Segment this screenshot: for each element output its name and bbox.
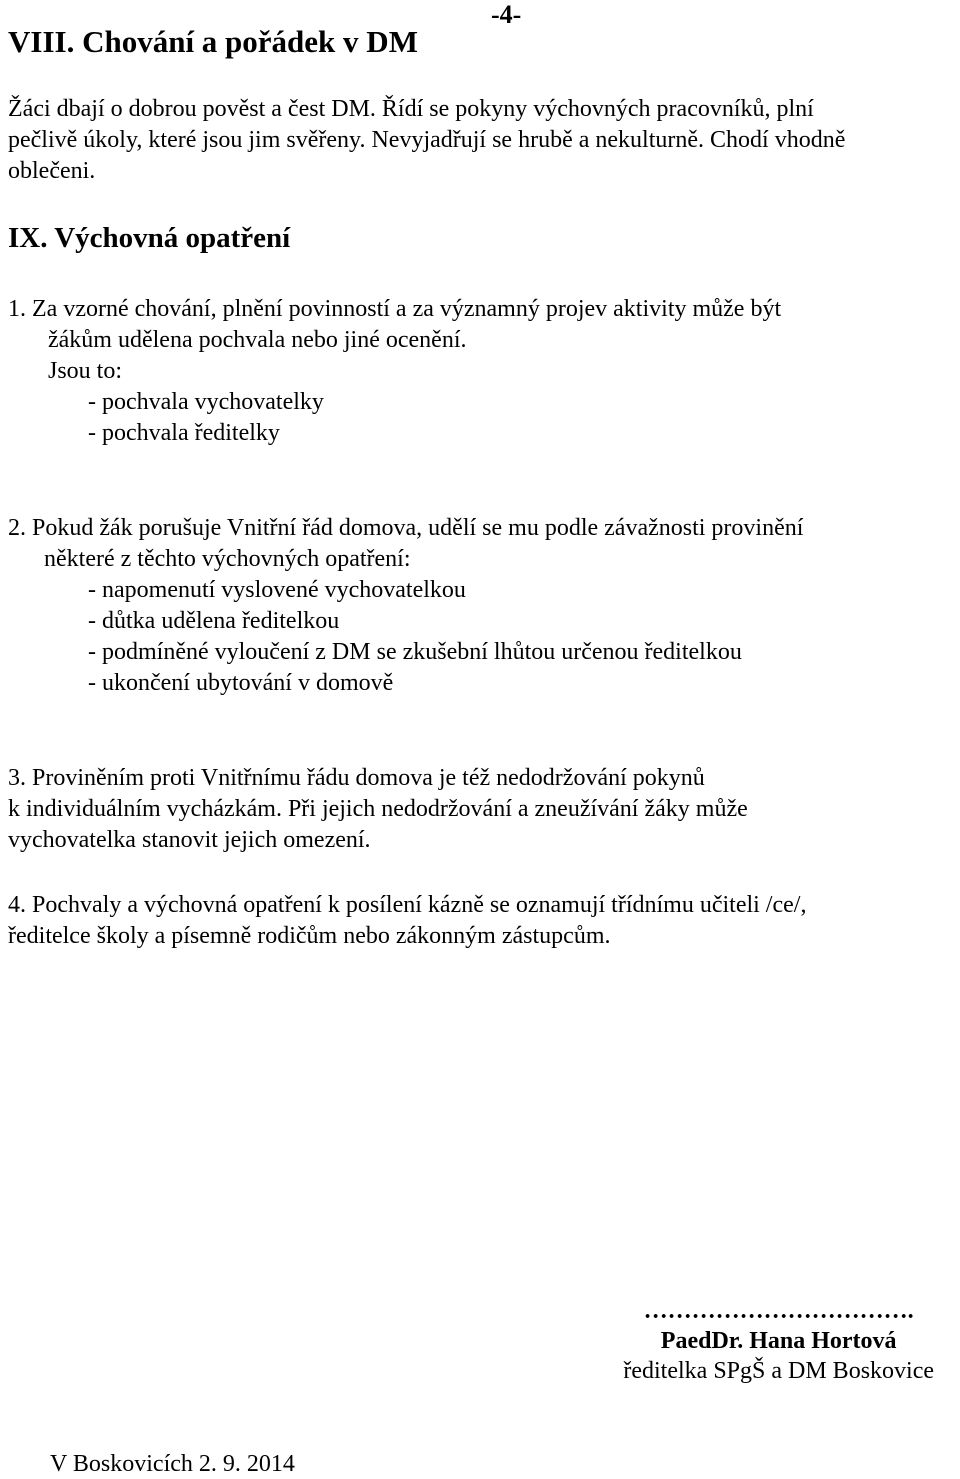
- item-2: [8, 513, 803, 699]
- text-line: Jsou to:: [48, 358, 123, 384]
- signature-block: [623, 1296, 934, 1386]
- text-line: Žáci dbají o dobrou pověst a čest DM. Řídí se pokyny výchovných pracovníků, plní: [8, 96, 814, 122]
- text-line: k individuálním vycházkám. Při jejich nedodržování a zneužívání žáky může: [8, 796, 748, 822]
- signatory-name: PaedDr. Hana Hortová: [660, 1328, 897, 1354]
- list-item: - pochvala ředitelky: [88, 420, 280, 446]
- text-line: ředitelce školy a písemně rodičům nebo zákonným zástupcům.: [8, 923, 611, 949]
- text-line: 3. Proviněním proti Vnitřnímu řádu domova je též nedodržování pokynů: [8, 765, 705, 791]
- text-line: 1. Za vzorné chování, plnění povinností a za významný projev aktivity může být: [8, 296, 782, 322]
- list-item: - pochvala vychovatelky: [88, 389, 324, 415]
- list-item: - napomenutí vyslovené vychovatelkou: [88, 577, 466, 603]
- signature-dots: …………………………….: [643, 1298, 914, 1324]
- page-number: -4-: [491, 0, 522, 29]
- list-item: - podmíněné vyloučení z DM se zkušební lhůtou určenou ředitelkou: [88, 639, 742, 665]
- signatory-title: ředitelka SPgŠ a DM Boskovice: [623, 1358, 934, 1384]
- item-3: [8, 763, 748, 856]
- list-item: - ukončení ubytování v domově: [88, 670, 394, 696]
- text-line: oblečeni.: [8, 158, 96, 184]
- text-line: 4. Pochvaly a výchovná opatření k posílení kázně se oznamují třídnímu učiteli /ce/,: [8, 892, 807, 918]
- item-4: [8, 890, 806, 952]
- section-viii-text: [8, 94, 845, 187]
- text-line: žákům udělena pochvala nebo jiné ocenění.: [48, 327, 467, 353]
- place-date: V Boskovicích 2. 9. 2014: [50, 1451, 295, 1477]
- text-line: některé z těchto výchovných opatření:: [44, 546, 411, 572]
- list-item: - důtka udělena ředitelkou: [88, 608, 340, 634]
- section-viii-heading: VIII. Chování a pořádek v DM: [8, 24, 418, 59]
- section-ix-heading: IX. Výchovná opatření: [8, 222, 291, 254]
- text-line: vychovatelka stanovit jejich omezení.: [8, 827, 371, 853]
- item-1: [8, 294, 781, 449]
- text-line: 2. Pokud žák porušuje Vnitřní řád domova, udělí se mu podle závažnosti provinění: [8, 515, 804, 541]
- text-line: pečlivě úkoly, které jsou jim svěřeny. Nevyjadřují se hrubě a nekulturně. Chodí vhodně: [8, 127, 846, 153]
